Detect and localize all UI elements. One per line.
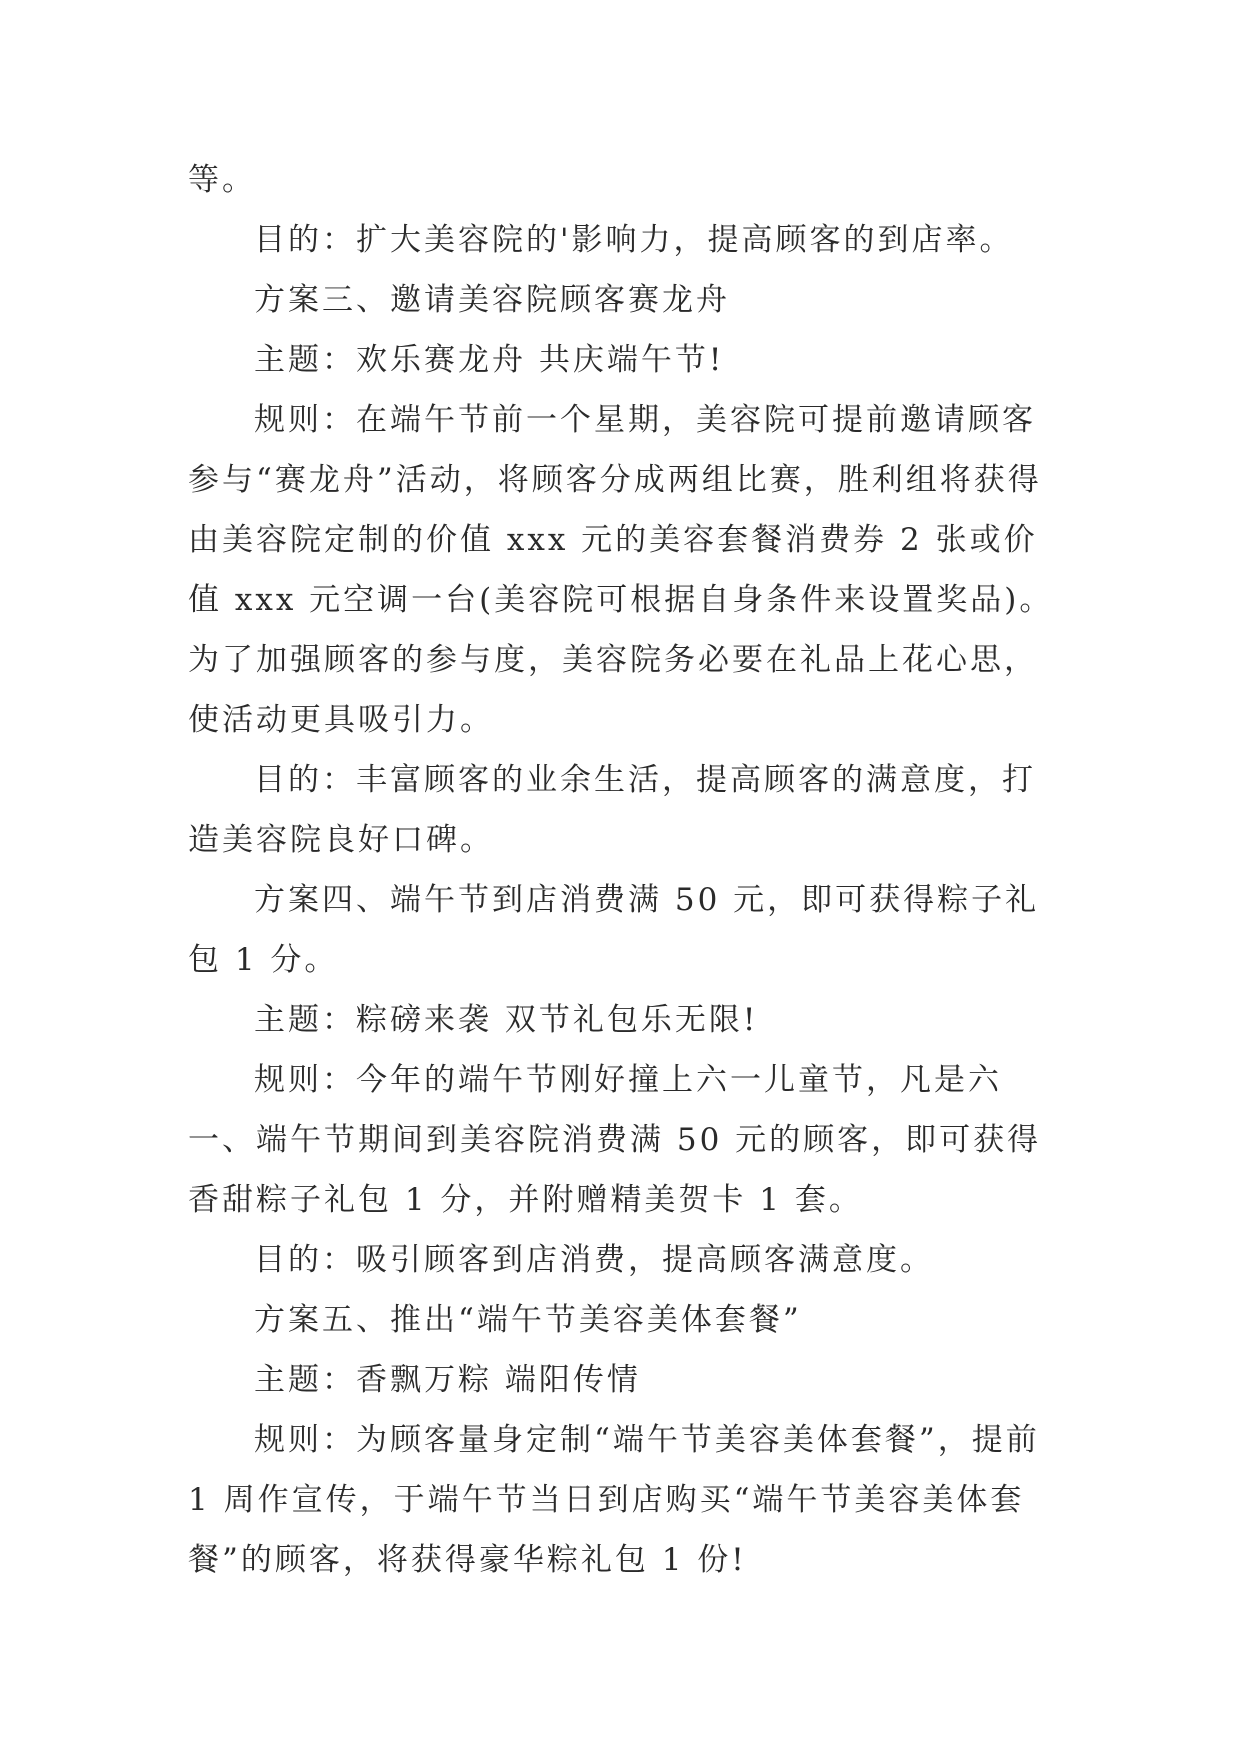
paragraph-plan-3-purpose: 目的：丰富顾客的业余生活，提高顾客的满意度，打造美容院良好口碑。 xyxy=(188,762,1036,858)
paragraph-plan-3-theme: 主题：欢乐赛龙舟 共庆端午节! xyxy=(254,342,725,378)
paragraph-purpose-2: 目的：扩大美容院的'影响力，提高顾客的到店率。 xyxy=(254,222,1014,258)
paragraph-continuation: 等。 xyxy=(188,162,256,198)
paragraph-plan-4-theme: 主题：粽磅来袭 双节礼包乐无限! xyxy=(254,1002,759,1038)
paragraph-plan-3-rules: 规则：在端午节前一个星期，美容院可提前邀请顾客参与“赛龙舟”活动，将顾客分成两组比赛，胜利组将获得由美容院定制的价值 xxx 元的美容套餐消费券 2 张或价值 xxx 元空调一台(美容院可根据自身条件来设置奖品)。为了加强顾客的参与度，美容院务必要在礼品上花心思，使活动更具吸引力。 xyxy=(188,402,1054,738)
paragraph-plan-5-theme: 主题：香飘万粽 端阳传情 xyxy=(254,1362,641,1398)
paragraph-plan-4-heading: 方案四、端午节到店消费满 50 元，即可获得粽子礼包 1 分。 xyxy=(188,882,1040,978)
paragraph-plan-4-purpose: 目的：吸引顾客到店消费，提高顾客满意度。 xyxy=(254,1242,934,1278)
paragraph-plan-3-heading: 方案三、邀请美容院顾客赛龙舟 xyxy=(254,282,730,318)
paragraph-plan-5-heading: 方案五、推出“端午节美容美体套餐” xyxy=(254,1302,802,1338)
document-body xyxy=(188,150,1068,1590)
paragraph-plan-5-rules: 规则：为顾客量身定制“端午节美容美体套餐”，提前 1 周作宣传，于端午节当日到店购买“端午节美容美体套餐”的顾客，将获得豪华粽礼包 1 份! xyxy=(188,1422,1053,1578)
paragraph-plan-4-rules: 规则：今年的端午节刚好撞上六一儿童节，凡是六一、端午节期间到美容院消费满 50 元的顾客，即可获得香甜粽子礼包 1 分，并附赠精美贺卡 1 套。 xyxy=(188,1062,1042,1218)
